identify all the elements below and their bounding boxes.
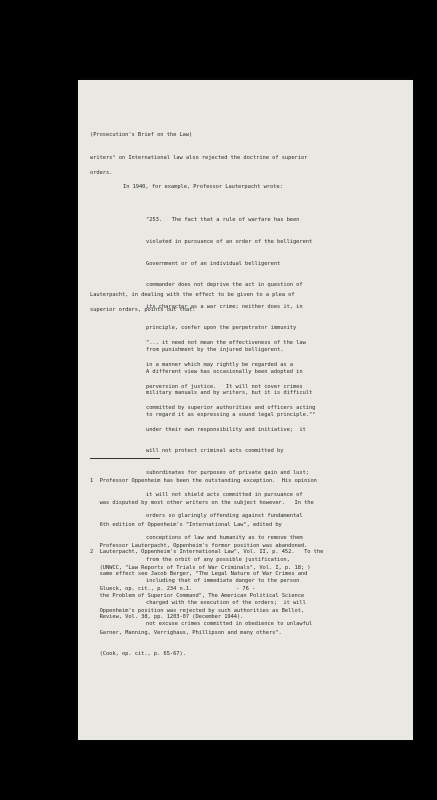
footnote-line: Professor Lauterpacht, Oppenheim's former position was abandoned.: [90, 543, 308, 550]
brief-header: (Prosecution's Brief on the Law): [90, 132, 193, 138]
footnote-2: [90, 535, 323, 636]
quote-line: Government or of an individual belligerent: [146, 260, 281, 267]
quote-line: not excuse crimes committed in obedience to unlawful: [146, 621, 313, 628]
footnote-line: 1 Professor Oppenheim has been the outstanding exception. His opinion: [90, 478, 317, 485]
quote-line: "253. The fact that a rule of warfare has been: [146, 217, 300, 224]
footnote-line: Glueck, op. cit., p. 234 n.1.: [90, 586, 193, 593]
footnote-line: was disputed by most other writers on the subject however. In the: [90, 500, 314, 507]
quote-line: from the orbit of any possible justification,: [146, 556, 290, 563]
footnote-line: 2 Lauterpacht, Oppenheim's International Law", Vol. II, p. 452. To the: [90, 549, 324, 556]
quote-line: including that of immediate danger to the person: [146, 578, 300, 585]
quote-line: commander does not deprive the act in question of: [146, 282, 303, 289]
quote-line: conceptions of law and humanity as to remove them: [146, 534, 303, 541]
footnote-line: same effect see Jacob Berger, "The Legal Nature of War Crimes and: [90, 571, 308, 578]
paragraph-line: superior orders, points out that:: [90, 307, 196, 313]
quote-line: in a manner which may rightly be regarded as a: [146, 362, 293, 369]
quote-line: from punishment by the injured belligerent.: [146, 347, 284, 354]
quote-line: its character as a war crime; neither does it, in: [146, 303, 303, 310]
footnote-line: (Cook, op. cit., p. 65-67).: [90, 651, 186, 658]
quote-line: it will not shield acts committed in pursuance of: [146, 491, 303, 498]
quote-line: orders so glaringly offending against fundamental: [146, 513, 303, 520]
quote-line: military manuals and by writers, but it is difficult: [146, 390, 313, 397]
quote-line: to regard it as expressing a sound legal principle."²: [146, 411, 316, 418]
quote-line: under their own responsibility and initiative; it: [146, 426, 306, 433]
paragraph-line: orders.: [90, 170, 113, 176]
quote-line: violated in pursuance of an order of the belligerent: [146, 239, 313, 246]
footnote-line: 6th edition of Oppenheim's "International Law", edited by: [90, 521, 282, 528]
quote-line: principle, confer upon the perpetrator immunity: [146, 325, 297, 332]
quote-line: "... it need not mean the effectiveness of the law: [146, 340, 306, 347]
quote-line: perversion of justice. It will not cover crimes: [146, 383, 303, 390]
page-number: - 76 -: [236, 586, 256, 592]
quote-line: will not protect criminal acts committed by: [146, 448, 284, 455]
quote-line: committed by superior authorities and officers acting: [146, 405, 316, 412]
quote-line: A different view has occasionally been adopted in: [146, 368, 303, 375]
footnote-line: Oppenheim's position was rejected by such authorities as Bellot,: [90, 608, 305, 615]
footnote-line: Garner, Manning, Verrighaus, Phillipson and many others".: [90, 629, 282, 636]
footnote-divider: [90, 458, 160, 459]
footnote-line: Review, Vol. 38, pp. 1203-07 (December 1944).: [90, 614, 244, 621]
footnote-line: (UNWCC, "Law Reports of Trials of War Criminals", Vol. I, p. 18; ): [90, 564, 311, 571]
quote-line: charged with the execution of the orders; it will: [146, 599, 306, 606]
paragraph-line: writers¹ on International law also rejected the doctrine of superior: [90, 155, 308, 161]
quote-line: subordinates for purposes of private gain and lust;: [146, 470, 309, 477]
paragraph-line: Lauterpacht, in dealing with the effect to be given to a plea of: [90, 292, 295, 298]
footnote-line: the Problem of Superior Command", The American Political Science: [90, 592, 305, 599]
document-page: [78, 80, 413, 740]
paragraph-line: In 1940, for example, Professor Lauterpacht wrote:: [123, 184, 283, 190]
